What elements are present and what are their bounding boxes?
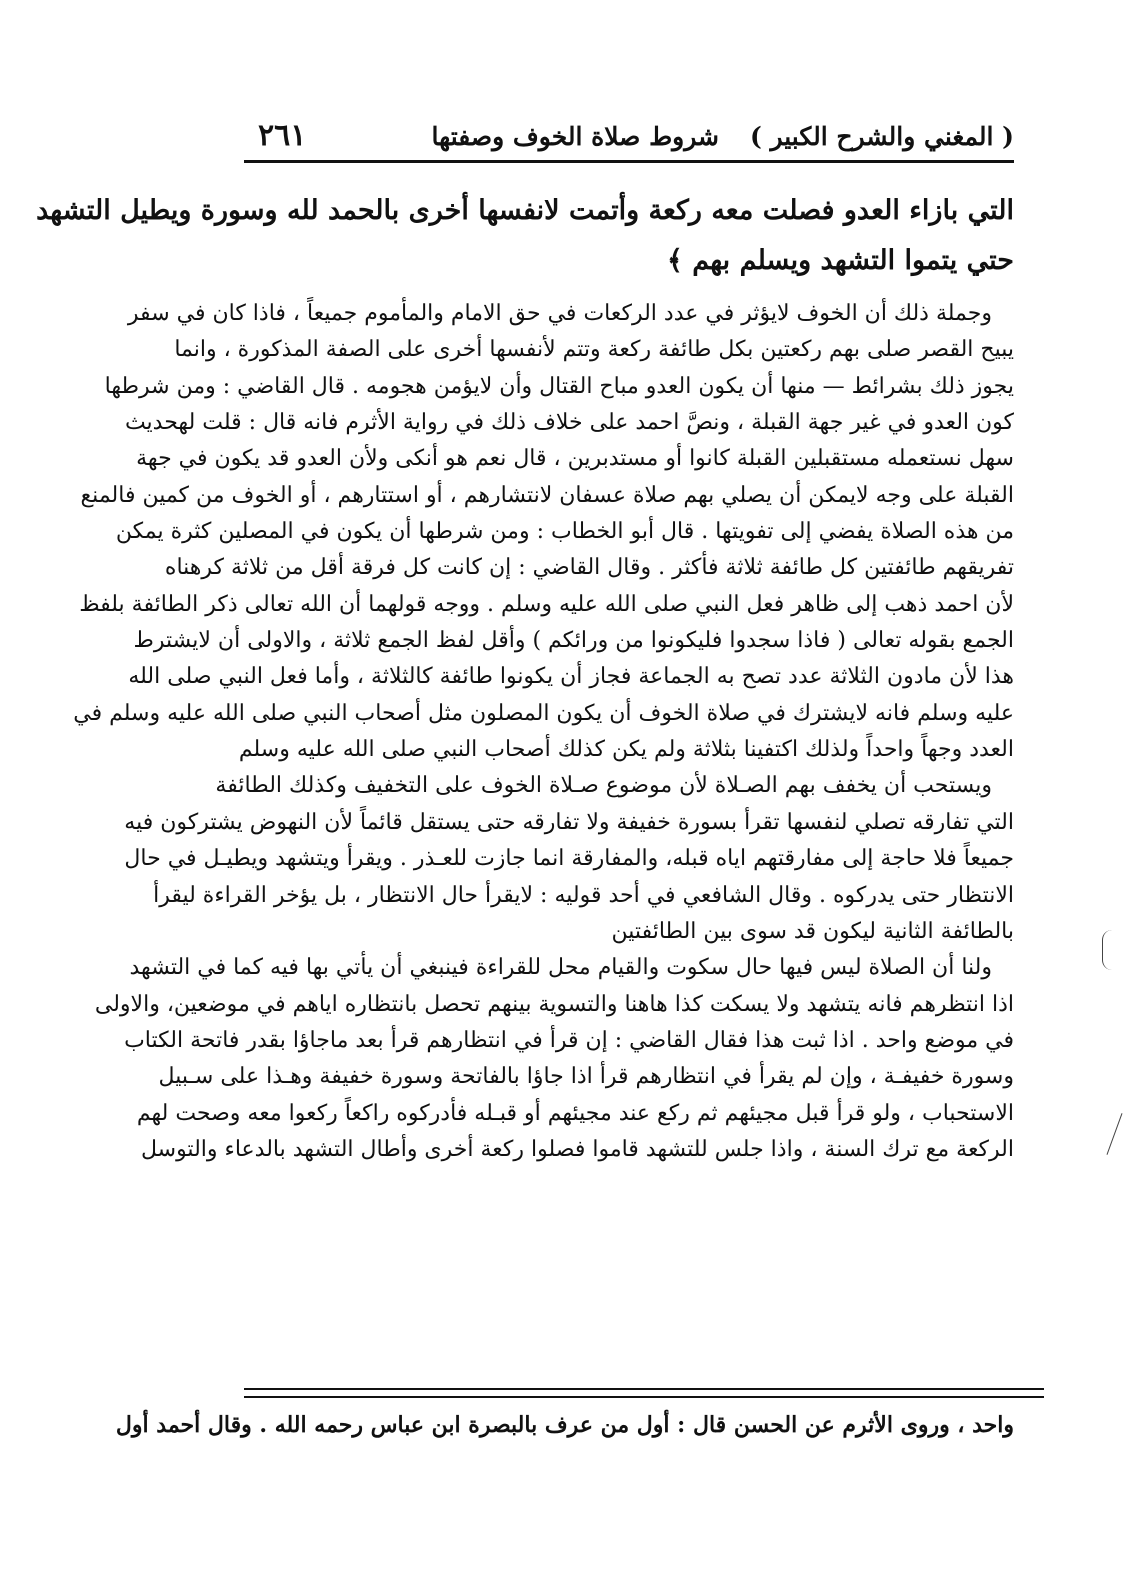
commentary-line: جميعاً فلا حاجة إلى مفارقتهم اياه قبله، والمفارقة انما جازت للعـذر . ويقرأ ويتشهد ويطيـل في حال (124, 846, 1014, 872)
commentary-line: وسورة خفيفـة ، وإن لم يقرأ في انتظارهم قرأ اذا جاؤا بالفاتحة وسورة خفيفة وهـذا على سـبيل (158, 1064, 1014, 1090)
commentary-line: يبيح القصر صلى بهم ركعتين بكل طائفة ركعة وتتم لأنفسها أخرى على الصفة المذكورة ، وانما (174, 337, 1014, 363)
commentary-line: اذا انتظرهم فانه يتشهد ولا يسكت كذا هاهنا والتسوية بينهم تحصل بانتظاره اياهم في موضعين، والاولى (94, 991, 1014, 1017)
matn-line: حتي يتموا التشهد ويسلم بهم ﴾ (667, 245, 1014, 276)
margin-pencil-mark (1107, 1113, 1123, 1155)
book-title: ( المغني والشرح الكبير ) (749, 122, 1014, 151)
chapter-subject: شروط صلاة الخوف وصفتها (431, 122, 719, 151)
commentary-line: الانتظار حتى يدركوه . وقال الشافعي في أحد قوليه : لايقرأ حال الانتظار ، بل يؤخر القراءة ليقرأ (153, 882, 1014, 908)
commentary-line: عليه وسلم فانه لايشترك في صلاة الخوف أن يكون المصلون مثل أصحاب النبي صلى الله عليه وسلم في (73, 700, 1014, 726)
commentary-line: العدد وجهاً واحداً ولذلك اكتفينا بثلاثة ولم يكن كذلك أصحاب النبي صلى الله عليه وسلم (238, 737, 1014, 763)
commentary-line: وجملة ذلك أن الخوف لايؤثر في عدد الركعات في حق الامام والمأموم جميعاً ، فاذا كان في سفر (127, 301, 992, 326)
matn-line: التي بازاء العدو فصلت معه ركعة وأتمت لانفسها أخرى بالحمد لله وسورة ويطيل التشهد (36, 195, 1014, 226)
commentary-line: ولنا أن الصلاة ليس فيها حال سكوت والقيام محل للقراءة فينبغي أن يأتي بها فيه كما في التشهد (129, 955, 992, 981)
commentary-line: التي تفارقه تصلي لنفسها تقرأ بسورة خفيفة ولا تفارقه حتى يستقل قائماً لأن النهوض يشتركون فيه (124, 809, 1014, 835)
commentary-line: يجوز ذلك بشرائط — منها أن يكون العدو مباح القتال وأن لايؤمن هجومه . قال القاضي : ومن شرطها (104, 373, 1014, 399)
commentary-line: الركعة مع ترك السنة ، واذا جلس للتشهد قاموا فصلوا ركعة أخرى وأطال التشهد بالدعاء والتوسل (140, 1136, 1014, 1162)
commentary-line: بالطائفة الثانية ليكون قد سوى بين الطائفتين (611, 918, 1014, 944)
commentary-line: سهل نستعمله مستقبلين القبلة كانوا أو مستدبرين ، قال نعم هو أنكى ولأن العدو قد يكون في جهة (136, 446, 1014, 472)
commentary-line: في موضع واحد . اذا ثبت هذا فقال القاضي : إن قرأ في انتظارهم قرأ بعد ماجاؤا بقدر فاتحة الكتاب (124, 1027, 1014, 1053)
commentary-line: الاستحباب ، ولو قرأ قبل مجيئهم ثم ركع عند مجيئهم أو قبـله فأدركوه راكعاً ركعوا معه وصحت لهم (136, 1100, 1014, 1126)
commentary-line: تفريقهم طائفتين كل طائفة ثلاثة فأكثر . وقال القاضي : إن كانت كل فرقة أقل من ثلاثة كرهناه (164, 555, 1014, 581)
footnote-divider (244, 1388, 1044, 1398)
margin-pencil-mark (1102, 930, 1113, 970)
commentary-text (73, 296, 1014, 1168)
matn-text (36, 186, 1014, 286)
commentary-line: هذا لأن مادون الثلاثة عدد تصح به الجماعة فجاز أن يكونوا طائفة كالثلاثة ، وأما فعل النبي صلى الله (128, 664, 1014, 690)
commentary-line: الجمع بقوله تعالى ( فاذا سجدوا فليكونوا من ورائكم ) وأقل لفظ الجمع ثلاثة ، والاولى أن لايشترط (133, 628, 1014, 654)
commentary-line: القبلة على وجه لايمكن أن يصلي بهم صلاة عسفان لانتشارهم ، أو استتارهم ، أو الخوف من كمين فالمنع (80, 482, 1014, 508)
page-number: ٢٦١ (258, 118, 307, 153)
running-header (244, 112, 1014, 163)
commentary-line: لأن احمد ذهب إلى ظاهر فعل النبي صلى الله عليه وسلم . ووجه قولهما أن الله تعالى ذكر الطائفة بلفظ (79, 591, 1014, 617)
commentary-line: كون العدو في غير جهة القبلة ، ونصَّ احمد على خلاف ذلك في رواية الأثرم فانه قال : قلت لهحديث (124, 410, 1014, 436)
commentary-line: ويستحب أن يخفف بهم الصـلاة لأن موضوع صـلاة الخوف على التخفيف وكذلك الطائفة (215, 773, 992, 799)
commentary-line: من هذه الصلاة يفضي إلى تفويتها . قال أبو الخطاب : ومن شرطها أن يكون في المصلين كثرة يمكن (115, 519, 1014, 545)
footnote-line: واحد ، وروى الأثرم عن الحسن قال : أول من عرف بالبصرة ابن عباس رحمه الله . وقال أحمد أول (115, 1412, 1014, 1438)
